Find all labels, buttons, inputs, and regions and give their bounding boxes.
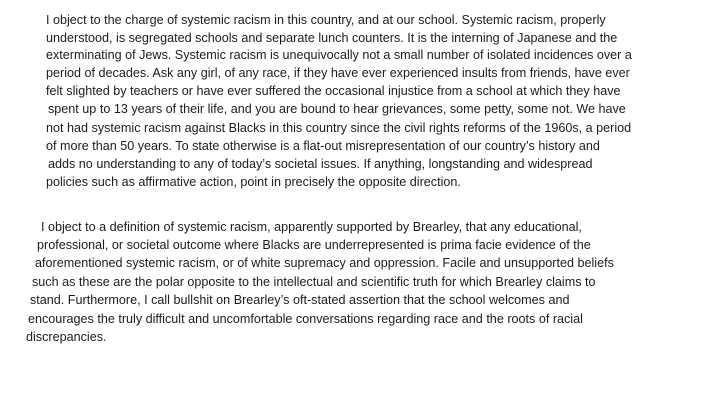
- paragraph-1-line-1: I object to the charge of systemic racism in this country, and at our school. Systemic racism, properly: [46, 13, 606, 27]
- paragraph-2-line-5: stand. Furthermore, I call bullshit on Brearley’s oft-stated assertion that the school welcomes and: [30, 293, 570, 307]
- paragraph-1-line-7: not had systemic racism against Blacks in this country since the civil rights reforms of the 1960s, a period: [46, 121, 632, 135]
- paragraph-1-line-8: of more than 50 years. To state otherwise is a flat-out misrepresentation of our country’s history and: [46, 139, 600, 153]
- paragraph-1-line-10: policies such as affirmative action, point in precisely the opposite direction.: [46, 175, 461, 189]
- paragraph-2-line-3: aforementioned systemic racism, or of white supremacy and oppression. Facile and unsupported beliefs: [35, 256, 614, 270]
- paragraph-1-line-2: understood, is segregated schools and separate lunch counters. It is the interning of Japanese and the: [46, 31, 618, 45]
- paragraph-2-line-2: professional, or societal outcome where Blacks are underrepresented is prima facie evidence of the: [37, 238, 591, 252]
- paragraph-1-line-4: period of decades. Ask any girl, of any race, if they have ever experienced insults from friends, have ever: [46, 66, 630, 80]
- paragraph-1-line-9: adds no understanding to any of today’s societal issues. If anything, longstanding and widespread: [48, 157, 593, 171]
- paragraph-2-line-7: discrepancies.: [26, 330, 107, 344]
- paragraph-2-line-1: I object to a definition of systemic racism, apparently supported by Brearley, that any educational,: [41, 220, 582, 234]
- paragraph-2-line-4: such as these are the polar opposite to the intellectual and scientific truth for which Brearley claims to: [32, 275, 596, 289]
- paragraph-2-line-6: encourages the truly difficult and uncomfortable conversations regarding race and the roots of racial: [28, 312, 583, 326]
- paragraph-1-line-6: spent up to 13 years of their life, and you are bound to hear grievances, some petty, some not. We have: [48, 102, 626, 116]
- paragraph-1-line-3: exterminating of Jews. Systemic racism is unequivocally not a small number of isolated incidences over a: [46, 48, 632, 62]
- paragraph-1-line-5: felt slighted by teachers or have ever suffered the occasional injustice from a school at which they have: [46, 84, 621, 98]
